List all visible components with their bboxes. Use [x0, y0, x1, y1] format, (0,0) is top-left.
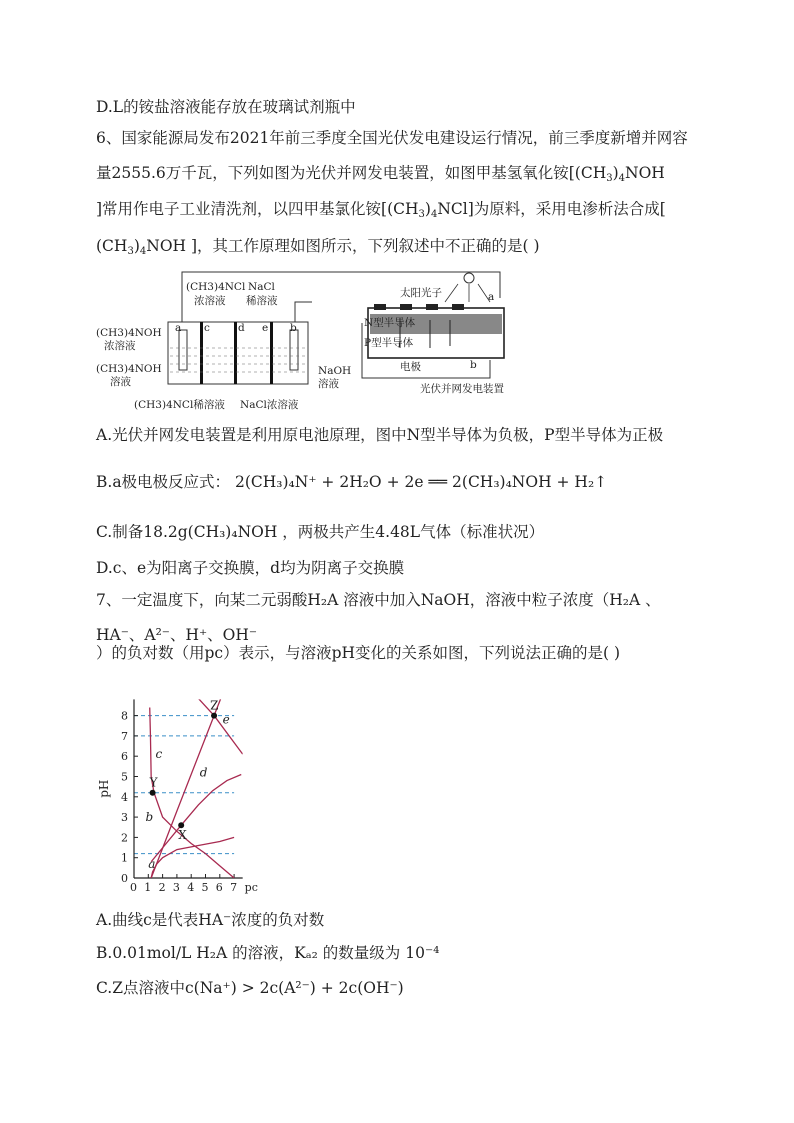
- curve-label-b: b: [145, 810, 154, 825]
- q6-stem-3a: ]常用作电子工业清洗剂，以四甲基氯化铵[(CH: [96, 200, 419, 218]
- q6-stem-2a: 量2555.6万千瓦，下列如图为光伏并网发电装置，如图甲基氢氧化铵[(CH: [96, 164, 607, 182]
- q6-stem-4a: (CH: [96, 237, 128, 255]
- x-tick-label: 3: [172, 881, 180, 894]
- sub: 4: [430, 209, 438, 220]
- q6-stem-2c: NOH: [625, 164, 665, 182]
- ph-pc-chart: [96, 672, 296, 894]
- q6-option-a: A.光伏并网发电装置是利用原电池原理，图中N型半导体为负极，P型半导体为正极: [96, 426, 664, 444]
- y-tick-label: 5: [121, 770, 128, 784]
- curve-label-c: c: [155, 747, 163, 762]
- y-tick-label: 2: [121, 831, 128, 845]
- curve-label-d: d: [199, 765, 208, 780]
- label-a: a: [175, 322, 182, 334]
- label-left-1b: 浓溶液: [104, 340, 136, 352]
- q6-stem-2b: ): [612, 164, 619, 182]
- q7-stem-line-2: HA⁻、A²⁻、H⁺、OH⁻: [96, 626, 258, 644]
- label-tetramethyl-chloride: (CH3)4NCl: [186, 281, 246, 293]
- label-b: b: [290, 322, 297, 334]
- electrodialysis-diagram: [90, 268, 550, 418]
- q7-stem-line-1: 7、一定温度下，向某二元弱酸H₂A 溶液中加入NaOH，溶液中粒子浓度（H₂A 、: [96, 591, 661, 609]
- label-bottom-1: (CH3)4NCl稀溶液: [134, 399, 225, 411]
- point-Y: [150, 790, 156, 796]
- label-terminal-a: a: [488, 291, 495, 303]
- point-label-Z: Z: [210, 698, 219, 713]
- y-tick-label: 8: [121, 709, 128, 723]
- q6-option-d: D.c、e为阳离子交换膜，d均为阴离子交换膜: [96, 559, 405, 577]
- label-naoh: NaOH: [318, 365, 352, 377]
- label-nacl: NaCl: [248, 281, 275, 293]
- q6-option-b-prefix: B.a极电极反应式：: [96, 473, 231, 491]
- q7-stem-line-3: ）的负对数（用pc）表示，与溶液pH变化的关系如图，下列说法正确的是( ): [96, 644, 621, 662]
- curve-d: [151, 774, 241, 861]
- q7-option-a: A.曲线c是代表HA⁻浓度的负对数: [96, 911, 325, 929]
- label-left-1a: (CH3)4NOH: [96, 327, 162, 339]
- sub: 4: [139, 246, 147, 257]
- wire-b: [295, 302, 312, 322]
- label-left-2a: (CH3)4NOH: [96, 363, 162, 375]
- sub: 4: [618, 173, 626, 184]
- label-device-caption: 光伏并网发电装置: [420, 383, 504, 395]
- x-tick-label: 7: [230, 881, 238, 894]
- x-axis-label: pc: [244, 881, 258, 894]
- curve-a: [151, 837, 234, 878]
- label-e: e: [262, 322, 269, 334]
- q7-option-c: C.Z点溶液中c(Na⁺) > 2c(A²⁻) + 2c(OH⁻): [96, 979, 404, 997]
- q6-stem-line-3: [96, 199, 666, 225]
- sun-icon: [464, 273, 474, 283]
- sub: 3: [127, 246, 134, 257]
- q5-option-d: D.L的铵盐溶液能存放在玻璃试剂瓶中: [96, 98, 356, 116]
- label-d: d: [238, 322, 245, 334]
- y-tick-label: 1: [121, 851, 128, 865]
- label-c: c: [204, 322, 210, 334]
- membrane-e: [270, 322, 273, 384]
- x-tick-label: 6: [215, 881, 223, 894]
- q6-option-b-equation: 2(CH₃)₄N⁺ + 2H₂O + 2e ══ 2(CH₃)₄NOH + H₂↑: [235, 473, 608, 491]
- point-label-Y: Y: [149, 775, 158, 790]
- label-left-2b: 溶液: [110, 376, 131, 388]
- sub: 3: [606, 173, 613, 184]
- label-sun: 太阳光子: [400, 287, 442, 299]
- label-concentrated: 浓溶液: [194, 295, 226, 307]
- point-Z: [211, 713, 217, 719]
- photovoltaic-device: [368, 304, 504, 358]
- q6-stem-4c: NOH ]，其工作原理如图所示，下列叙述中不正确的是( ): [146, 237, 540, 255]
- curve-label-a: a: [148, 856, 156, 871]
- q6-stem-line-2: [96, 163, 665, 189]
- y-tick-label: 4: [121, 790, 128, 804]
- point-label-X: X: [178, 828, 187, 843]
- q6-option-b: [96, 472, 607, 492]
- q6-stem-3b: ): [424, 200, 431, 218]
- label-p-type: P型半导体: [364, 337, 414, 349]
- label-bottom-2: NaCl浓溶液: [240, 399, 299, 411]
- q6-option-c: C.制备18.2g(CH₃)₄NOH ，两极共产生4.48L气体（标准状况）: [96, 523, 545, 541]
- curve-label-e: e: [222, 712, 230, 727]
- membrane-c: [200, 322, 203, 384]
- q6-stem-3c: NCl]为原料，采用电渗析法合成[: [437, 200, 666, 218]
- membrane-d: [234, 322, 237, 384]
- x-tick-label: 2: [158, 881, 166, 894]
- y-tick-label: 0: [121, 872, 128, 885]
- y-tick-label: 6: [121, 750, 128, 764]
- sub: 3: [418, 209, 425, 220]
- y-axis-label: pH: [97, 779, 111, 798]
- y-tick-label: 3: [121, 811, 128, 825]
- q6-stem-4b: ): [133, 237, 140, 255]
- label-n-type: N型半导体: [364, 317, 416, 329]
- x-tick-label: 4: [187, 881, 195, 894]
- label-naoh-solution: 溶液: [318, 378, 339, 390]
- q7-option-b: B.0.01mol/L H₂A 的溶液，Kₐ₂ 的数量级为 10⁻⁴: [96, 944, 440, 962]
- y-tick-label: 7: [121, 729, 128, 743]
- label-terminal-b: b: [470, 359, 477, 371]
- label-electrode: 电极: [400, 361, 421, 373]
- label-dilute: 稀溶液: [246, 295, 278, 307]
- q6-stem-line-1: 6、国家能源局发布2021年前三季度全国光伏发电建设运行情况，前三季度新增并网容: [96, 129, 688, 147]
- q6-stem-line-4: [96, 236, 540, 262]
- x-tick-label: 5: [201, 881, 209, 894]
- x-tick-label: 1: [144, 881, 152, 894]
- x-tick-label: 0: [130, 881, 137, 894]
